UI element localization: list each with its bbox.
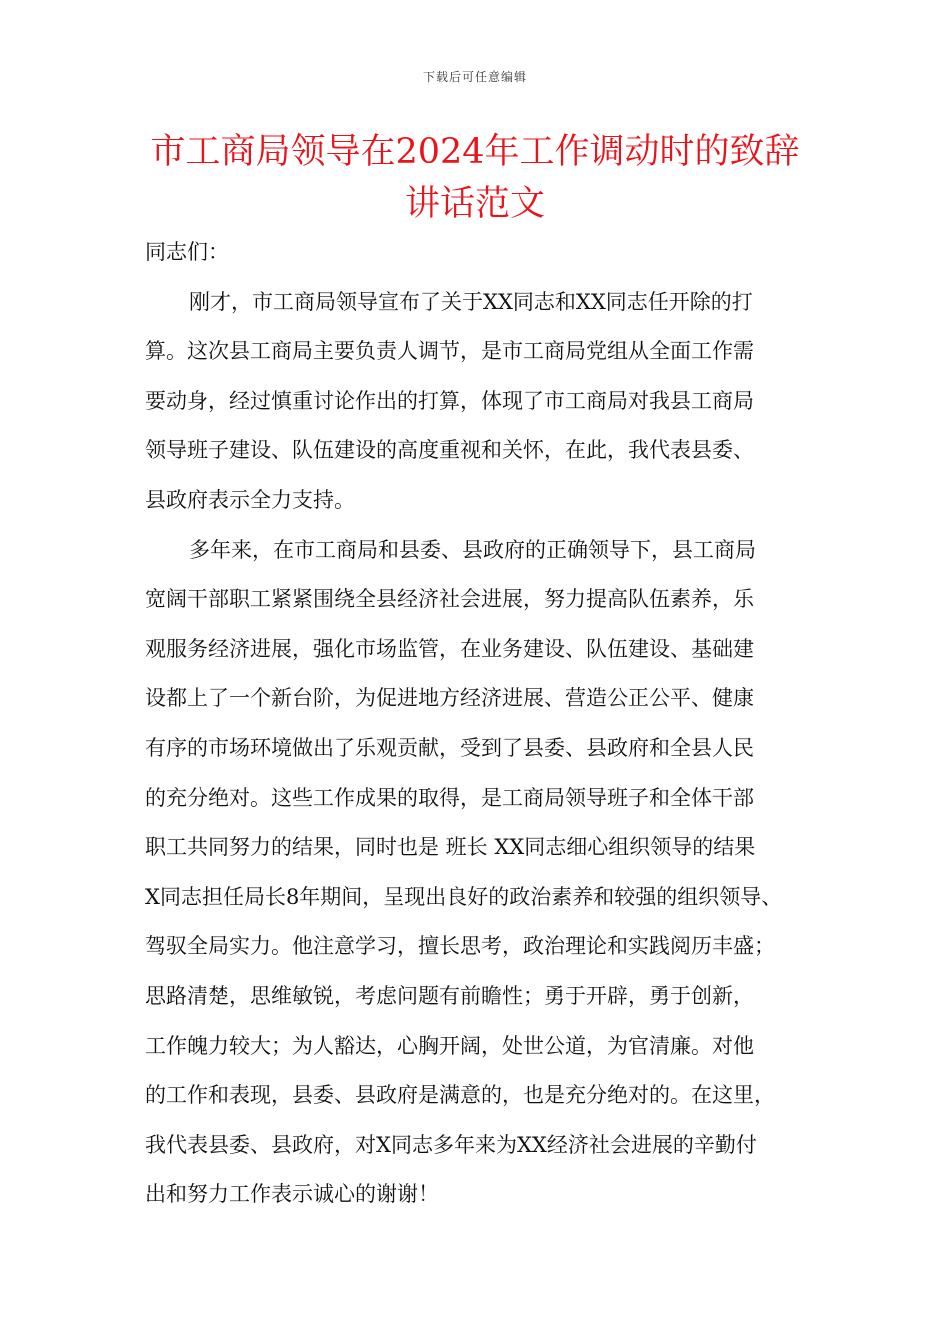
paragraph-line: 思路清楚，思维敏锐，考虑问题有前瞻性；勇于开辟，勇于创新， xyxy=(145,983,754,1008)
paragraph-2 xyxy=(145,526,835,1220)
paragraph-line: 观服务经济进展，强化市场监管，在业务建设、队伍建设、基础建 xyxy=(145,636,754,661)
document-body xyxy=(145,228,835,1220)
paragraph-line: X同志担任局长8年期间，呈现出良好的政治素养和较强的组织领导、 xyxy=(145,884,783,909)
paragraph-line: 的充分绝对。这些工作成果的取得，是工商局领导班子和全体干部 xyxy=(145,785,754,810)
paragraph-1 xyxy=(145,278,835,526)
header-note: 下载后可任意编辑 xyxy=(422,70,527,84)
paragraph-line: 算。这次县工商局主要负责人调节，是市工商局党组从全面工作需 xyxy=(145,339,754,364)
document-title xyxy=(120,126,830,230)
title-line-2: 讲话范文 xyxy=(404,184,545,224)
paragraph-line: 出和努力工作表示诚心的谢谢！ xyxy=(145,1182,439,1207)
paragraph-line: 职工共同努力的结果，同时也是 班长 XX同志细心组织领导的结果 xyxy=(145,835,756,860)
paragraph-line: 领导班子建设、队伍建设的高度重视和关怀，在此，我代表县委、 xyxy=(145,438,754,463)
paragraph-line: 的工作和表现，县委、县政府是满意的，也是充分绝对的。在这里， xyxy=(145,1083,775,1108)
paragraph-line: 有序的市场环境做出了乐观贡献，受到了县委、县政府和全县人民 xyxy=(145,735,754,760)
paragraph-line: 设都上了一个新台阶，为促进地方经济进展、营造公正公平、健康 xyxy=(145,686,754,711)
title-line-1: 市工商局领导在2024年工作调动时的致辞 xyxy=(150,132,800,172)
paragraph-line: 要动身，经过慎重讨论作出的打算，体现了市工商局对我县工商局 xyxy=(145,388,754,413)
paragraph-line: 多年来，在市工商局和县委、县政府的正确领导下，县工商局 xyxy=(189,537,756,562)
salutation: 同志们： xyxy=(145,240,229,264)
paragraph-line: 我代表县委、县政府，对X同志多年来为XX经济社会进展的辛勤付 xyxy=(145,1132,757,1157)
paragraph-line: 驾驭全局实力。他注意学习，擅长思考，政治理论和实践阅历丰盛； xyxy=(145,934,775,959)
paragraph-line: 县政府表示全力支持。 xyxy=(145,487,355,512)
paragraph-line: 宽阔干部职工紧紧围绕全县经济社会进展，努力提高队伍素养，乐 xyxy=(145,587,754,612)
paragraph-line: 工作魄力较大；为人豁达，心胸开阔，处世公道，为官清廉。对他 xyxy=(145,1033,754,1058)
paragraph-line: 刚才，市工商局领导宣布了关于XX同志和XX同志任开除的打 xyxy=(189,289,753,314)
